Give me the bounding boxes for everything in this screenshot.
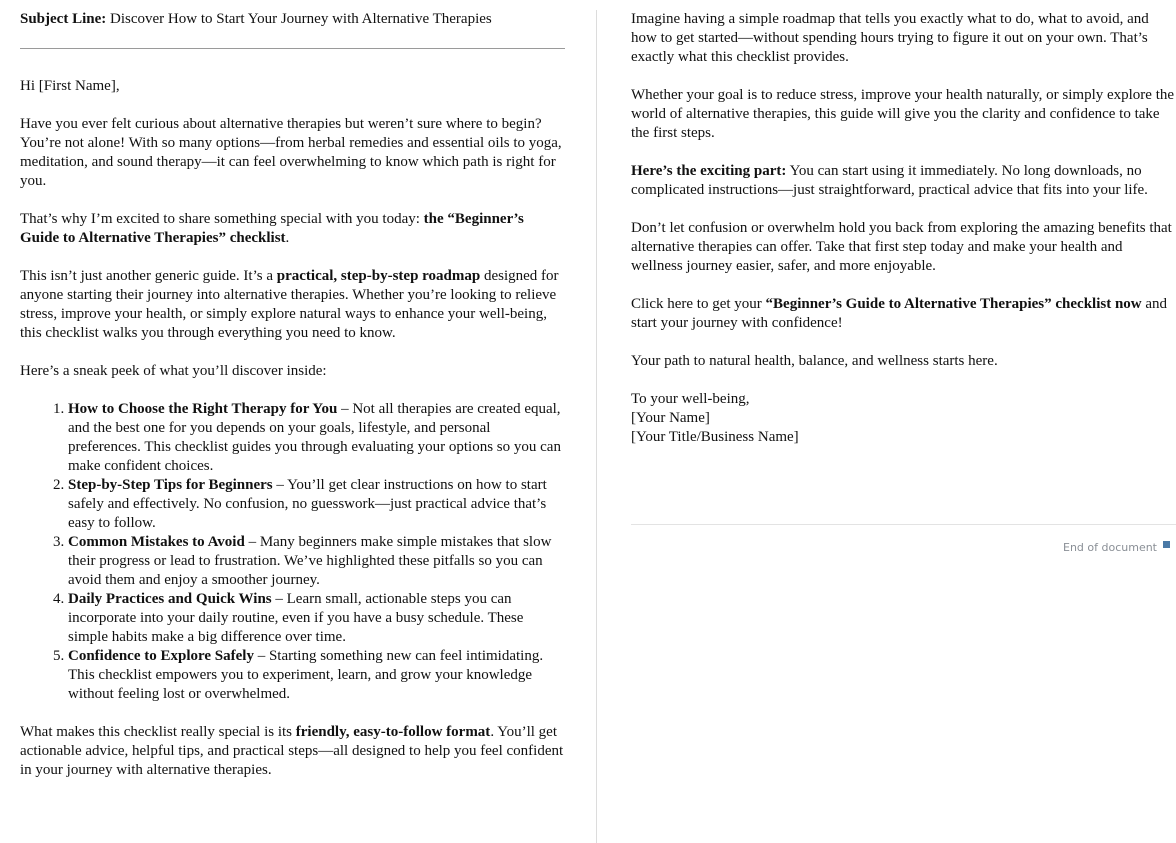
paragraph-cta bbox=[631, 295, 1176, 333]
feature-list bbox=[20, 400, 565, 704]
paragraph-text: and start your journey with confidence! bbox=[631, 296, 1168, 331]
paragraph-text: What makes this checklist really special is its bbox=[20, 724, 296, 740]
list-item-title: How to Choose the Right Therapy for You bbox=[68, 401, 338, 417]
subject-label: Subject Line: bbox=[20, 11, 107, 27]
subject-line bbox=[20, 10, 565, 29]
paragraph-bold: Here’s the exciting part: bbox=[631, 163, 787, 179]
paragraph-intro: Have you ever felt curious about alternative therapies but weren’t sure where to begin? You’re not alone! With so many options—from herbal remedies and essential oils to yoga, meditation, and sound therapy—it can feel overwhelming to know which path is right for you. bbox=[20, 116, 562, 189]
paragraph-text: designed for anyone starting their journey into alternative therapies. Whether you’re looking to relieve stress, improve your health, or simply explore natural ways to enhance your well-being, this checklist walks you through everything you need to know. bbox=[20, 268, 559, 341]
greeting: Hi [First Name], bbox=[20, 78, 120, 94]
list-item-title: Step-by-Step Tips for Beginners bbox=[68, 477, 273, 493]
paragraph-bold: friendly, easy-to-follow format bbox=[295, 724, 491, 740]
paragraph-description bbox=[20, 267, 565, 343]
list-item bbox=[68, 476, 565, 533]
end-marker-icon bbox=[1163, 541, 1170, 548]
list-item bbox=[68, 647, 565, 704]
list-item bbox=[68, 533, 565, 590]
list-item-title: Confidence to Explore Safely bbox=[68, 648, 254, 664]
right-column bbox=[631, 10, 1176, 447]
list-item-title: Daily Practices and Quick Wins bbox=[68, 591, 272, 607]
list-item bbox=[68, 590, 565, 647]
sender-title: [Your Title/Business Name] bbox=[631, 429, 799, 445]
column-divider bbox=[596, 10, 597, 843]
paragraph-text: . You’ll get actionable advice, helpful tips, and practical steps—all designed to help you feel confident in your journey with alternative therapies. bbox=[20, 724, 564, 778]
paragraph-bold: practical, step-by-step roadmap bbox=[276, 268, 481, 284]
list-item-text: – Starting something new can feel intimidating. This checklist empowers you to experiment, learn, and grow your knowledge without feeling lost or overwhelmed. bbox=[68, 648, 544, 702]
list-item-text: – Not all therapies are created equal, and the best one for you depends on your goals, lifestyle, and personal preferences. This checklist guides you through evaluating your options so you can make confident choices. bbox=[68, 401, 561, 474]
paragraph-exciting bbox=[631, 162, 1176, 200]
list-item-text: – You’ll get clear instructions on how to start safely and effectively. No confusion, no guesswork—just practical advice that’s easy to follow. bbox=[68, 477, 547, 531]
paragraph-encouragement: Don’t let confusion or overwhelm hold you back from exploring the amazing benefits that alternative therapies can offer. Take that first step today and make your health and wellness journey easier, safer, and more enjoyable. bbox=[631, 220, 1172, 274]
end-divider bbox=[631, 524, 1176, 525]
paragraph-format bbox=[20, 723, 565, 780]
paragraph-bold: the “Beginner’s Guide to Alternative Therapies” checklist bbox=[20, 211, 524, 246]
paragraph-announcement bbox=[20, 210, 565, 248]
paragraph-roadmap: Imagine having a simple roadmap that tells you exactly what to do, what to avoid, and how to get started—without spending hours trying to figure it out on your own. That’s exactly what this checklist provides. bbox=[631, 11, 1149, 65]
cta-link[interactable]: “Beginner’s Guide to Alternative Therapies” checklist now bbox=[765, 296, 1142, 312]
sender-name: [Your Name] bbox=[631, 410, 710, 426]
list-item-title: Common Mistakes to Avoid bbox=[68, 534, 245, 550]
end-of-document-label: End of document bbox=[1063, 541, 1157, 554]
list-item-text: – Many beginners make simple mistakes that slow their progress or lead to frustration. We’ve highlighted these pitfalls so you can avoid them and enjoy a smoother journey. bbox=[68, 534, 552, 588]
list-item-text: – Learn small, actionable steps you can incorporate into your daily routine, even if you have a busy schedule. These simple habits make a big difference over time. bbox=[68, 591, 524, 645]
paragraph-goal: Whether your goal is to reduce stress, improve your health naturally, or simply explore the world of alternative therapies, this guide will give you the clarity and confidence to take the first steps. bbox=[631, 87, 1175, 141]
paragraph-text: That’s why I’m excited to share something special with you today: bbox=[20, 211, 424, 227]
paragraph-sneak-peek: Here’s a sneak peek of what you’ll discover inside: bbox=[20, 363, 327, 379]
paragraph-text: You can start using it immediately. No long downloads, no complicated instructions—just straightforward, practical advice that fits into your life. bbox=[631, 163, 1148, 198]
closing: To your well-being, bbox=[631, 391, 750, 407]
left-column bbox=[20, 10, 565, 799]
signature-block bbox=[631, 390, 1176, 447]
horizontal-rule bbox=[20, 48, 565, 49]
paragraph-text: . bbox=[285, 230, 290, 246]
paragraph-text: This isn’t just another generic guide. It’s a bbox=[20, 268, 277, 284]
paragraph-path: Your path to natural health, balance, and wellness starts here. bbox=[631, 353, 998, 369]
list-item bbox=[68, 400, 565, 476]
paragraph-text: Click here to get your bbox=[631, 296, 766, 312]
subject-text: Discover How to Start Your Journey with Alternative Therapies bbox=[110, 11, 492, 27]
